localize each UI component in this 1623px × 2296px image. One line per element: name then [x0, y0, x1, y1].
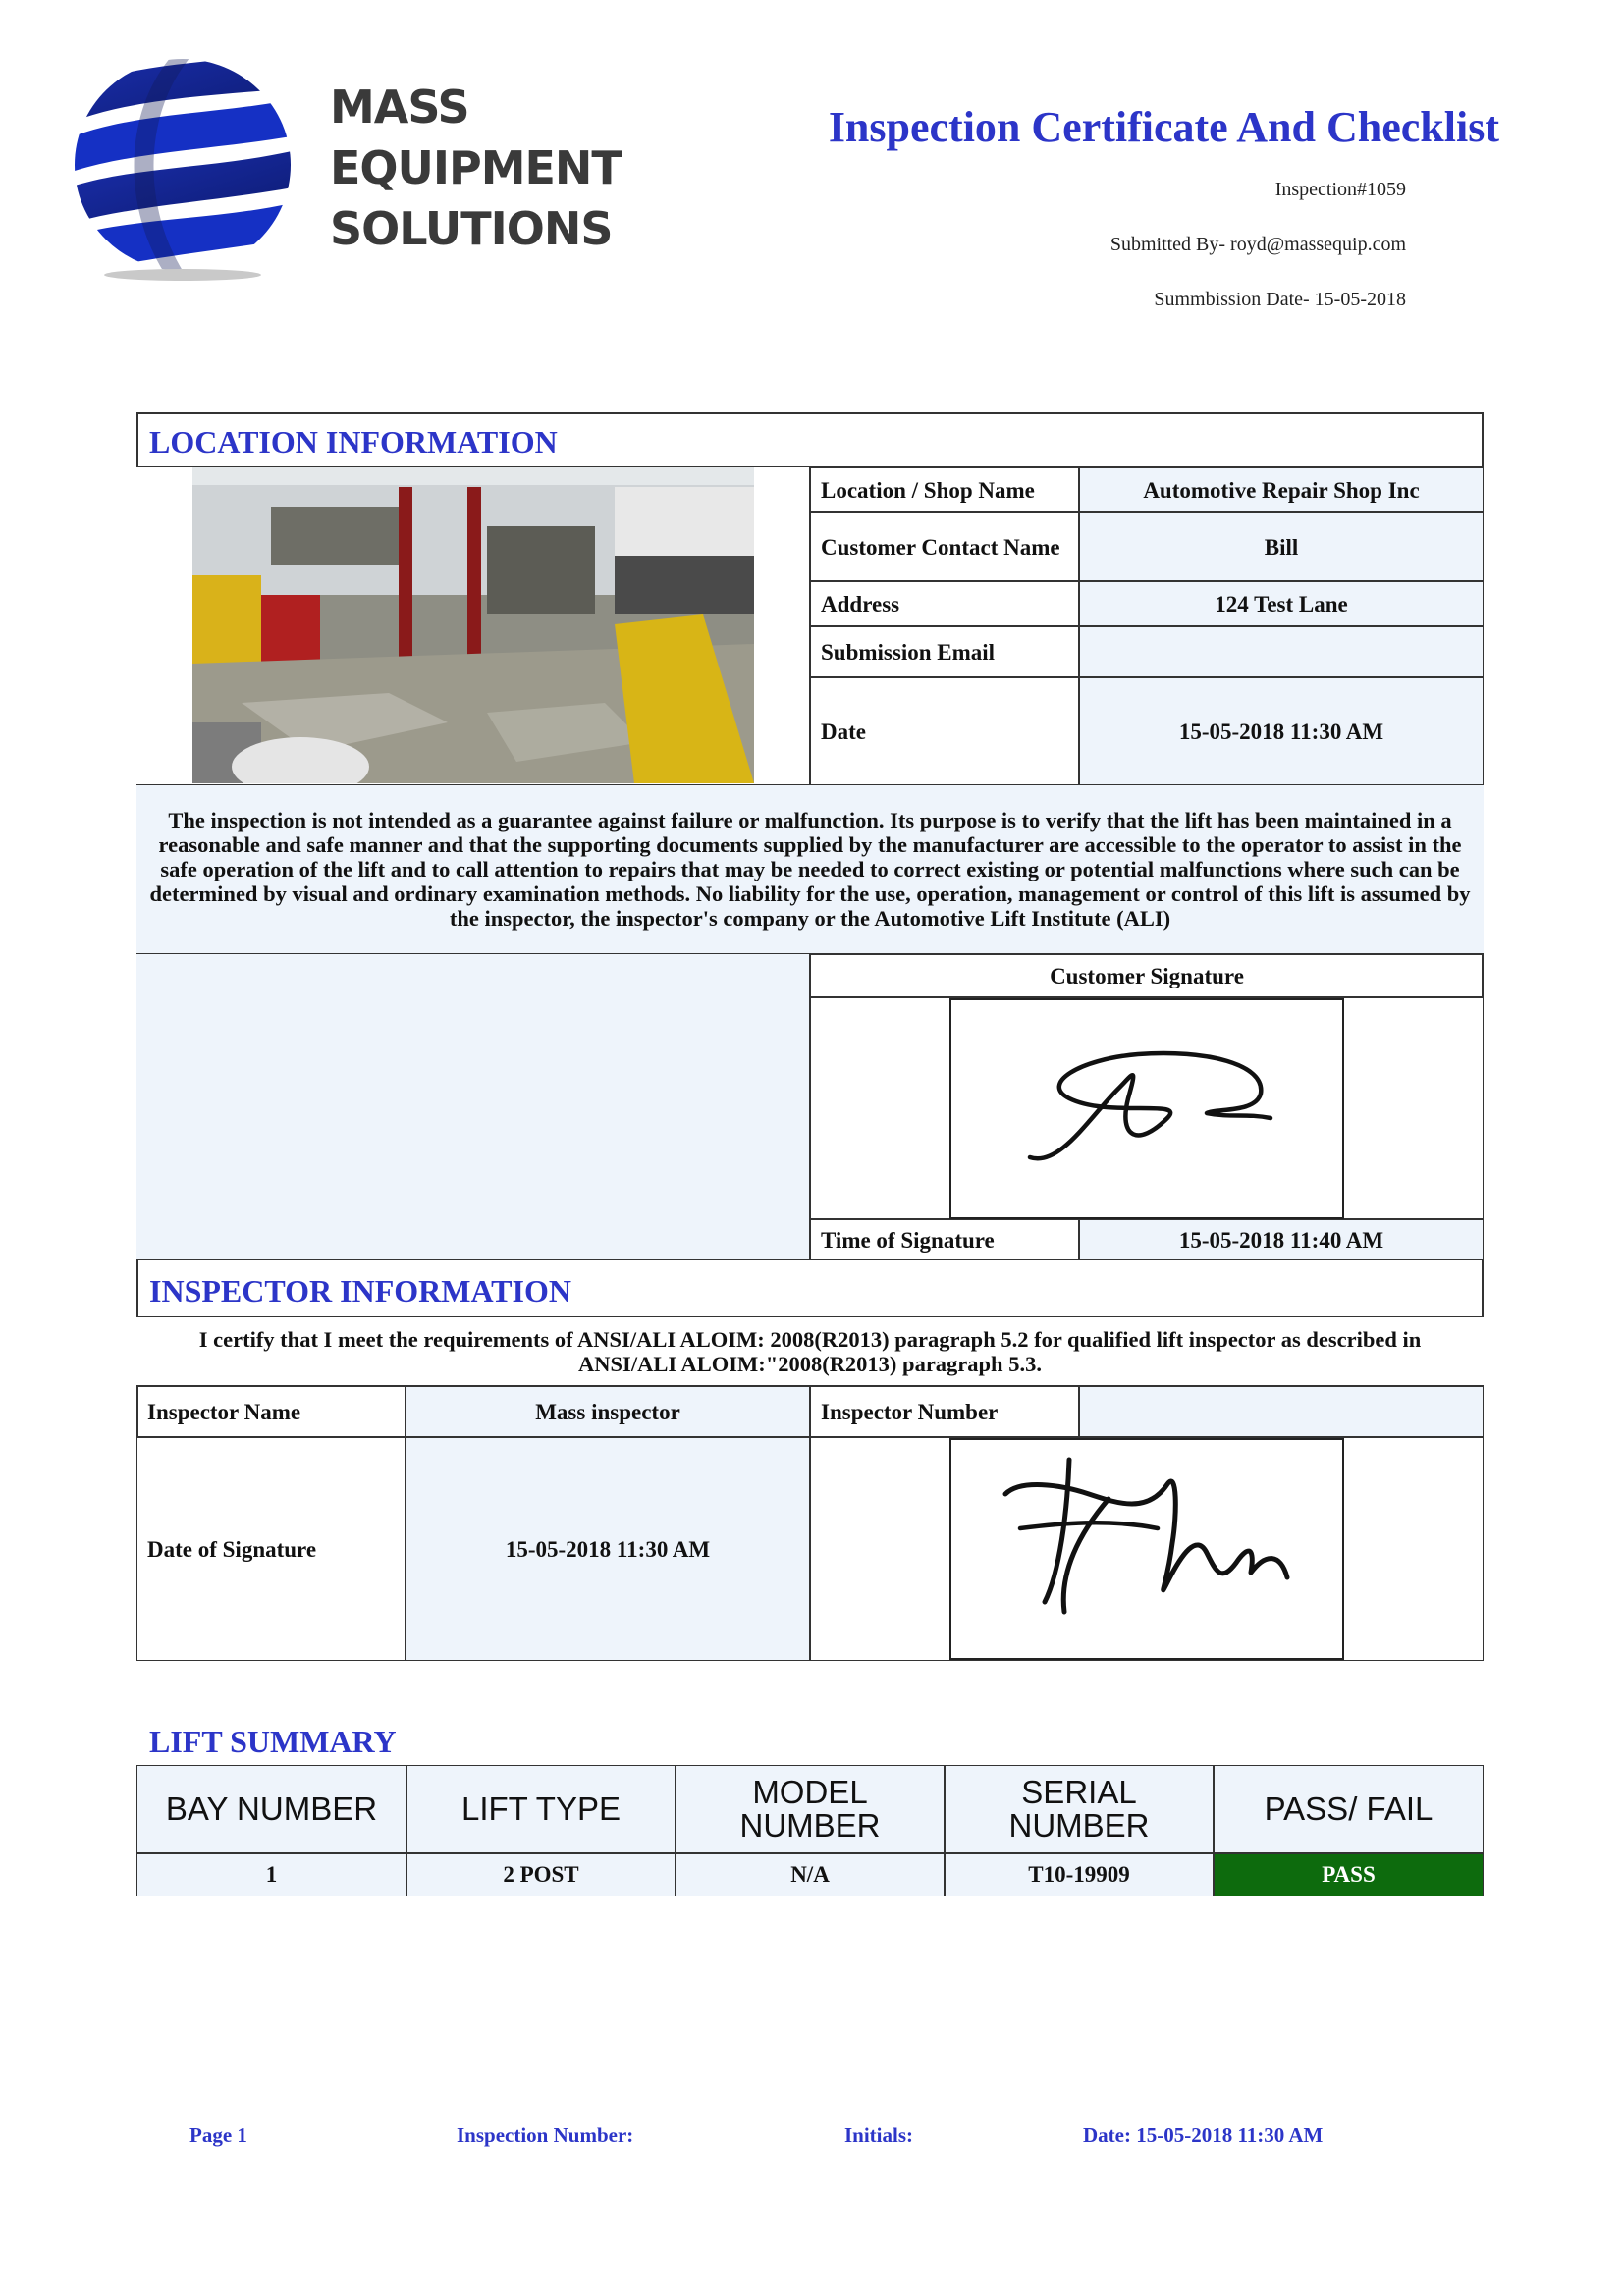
customer-signature-cell [810, 997, 1484, 1219]
lift-header-model-number: MODEL NUMBER [676, 1765, 945, 1853]
location-value-date: 15-05-2018 11:30 AM [1079, 677, 1484, 785]
inspector-section-title: INSPECTOR INFORMATION [149, 1273, 571, 1308]
lift-row-lift-type: 2 POST [406, 1853, 676, 1896]
submitted-by: Submitted By- royd@massequip.com [1109, 234, 1406, 255]
footer-date: Date: 15-05-2018 11:30 AM [1083, 2123, 1324, 2147]
certify-text: I certify that I meet the requirements of ANSI/ALI ALOIM: 2008(R2013) paragraph 5.2 for qualified lift inspector as described in ANSI/ALI ALOIM:"2008(R2013) paragraph 5.3. [198, 1326, 1422, 1376]
inspector-signature-image [1001, 1455, 1305, 1622]
lift-header-serial-number: SERIAL NUMBER [945, 1765, 1214, 1853]
company-name-line-1: MASS [330, 80, 469, 133]
location-section-title: LOCATION INFORMATION [149, 424, 558, 459]
company-name [330, 77, 624, 259]
location-label-shop: Location / Shop Name [810, 467, 1079, 512]
globe-logo-icon [73, 57, 298, 283]
lift-header-lift-type: LIFT TYPE [406, 1765, 676, 1853]
time-of-signature-label: Time of Signature [810, 1219, 1079, 1260]
company-logo [73, 57, 622, 283]
footer-initials: Initials: [844, 2123, 914, 2147]
customer-signature-box [949, 998, 1344, 1219]
date-of-signature-label: Date of Signature [136, 1437, 406, 1661]
photo-cell [136, 467, 810, 785]
location-value-shop: Automotive Repair Shop Inc [1079, 467, 1484, 512]
submission-date: Summbission Date- 15-05-2018 [1154, 289, 1406, 310]
location-label-address: Address [810, 581, 1079, 626]
blank-tinted-cell [136, 954, 810, 1260]
lift-summary-title: LIFT SUMMARY [149, 1724, 397, 1759]
lift-header-bay-number: BAY NUMBER [136, 1765, 406, 1853]
customer-signature-label: Customer Signature [810, 954, 1484, 997]
inspector-title-row [136, 1260, 1484, 1317]
footer-page: Page 1 [189, 2123, 247, 2147]
lift-header-pass-fail: PASS/ FAIL [1214, 1765, 1484, 1853]
inspector-number-label: Inspector Number [810, 1386, 1079, 1437]
inspection-number: Inspection#1059 [1274, 179, 1406, 200]
location-title-row [136, 412, 1484, 467]
inspector-signature-cell [810, 1437, 1484, 1661]
lift-row-pass-badge: PASS [1214, 1853, 1484, 1896]
disclaimer-cell [136, 785, 1484, 954]
lift-row-serial-number: T10-19909 [945, 1853, 1214, 1896]
company-name-line-2: EQUIPMENT [330, 141, 622, 194]
location-value-email [1079, 626, 1484, 677]
document-title: Inspection Certificate And Checklist [828, 103, 1499, 151]
location-value-address: 124 Test Lane [1079, 581, 1484, 626]
location-label-contact: Customer Contact Name [810, 512, 1079, 581]
inspector-number-value [1079, 1386, 1484, 1437]
company-name-line-3: SOLUTIONS [330, 202, 613, 255]
customer-signature-image [1020, 1040, 1285, 1167]
footer-inspection-number: Inspection Number: [457, 2123, 634, 2147]
time-of-signature-value: 15-05-2018 11:40 AM [1079, 1219, 1484, 1260]
lift-row-bay-number: 1 [136, 1853, 406, 1896]
inspector-name-label: Inspector Name [136, 1386, 406, 1437]
inspector-name-value: Mass inspector [406, 1386, 810, 1437]
shop-photo [192, 467, 754, 783]
location-label-date: Date [810, 677, 1079, 785]
date-of-signature-value: 15-05-2018 11:30 AM [406, 1437, 810, 1661]
inspector-signature-box [949, 1438, 1344, 1660]
disclaimer-text: The inspection is not intended as a guarantee against failure or malfunction. Its purpose is to verify that the lift has been maintained in a reasonable and safe manner and that the supporting documents supplied by the manufacturer are accessible to the operator to assist in the safe operation of the lift and to call attention to repairs that may be needed to correct existing or potential malfunctions where such can be determined by visual and ordinary examination methods. No liability for the use, operation, management or control of this lift is assumed by the inspector, the inspector's company or the Automotive Lift Institute (ALI) [149, 808, 1471, 931]
certify-cell [136, 1317, 1484, 1386]
location-value-contact: Bill [1079, 512, 1484, 581]
lift-row-model-number: N/A [676, 1853, 945, 1896]
location-label-email: Submission Email [810, 626, 1079, 677]
